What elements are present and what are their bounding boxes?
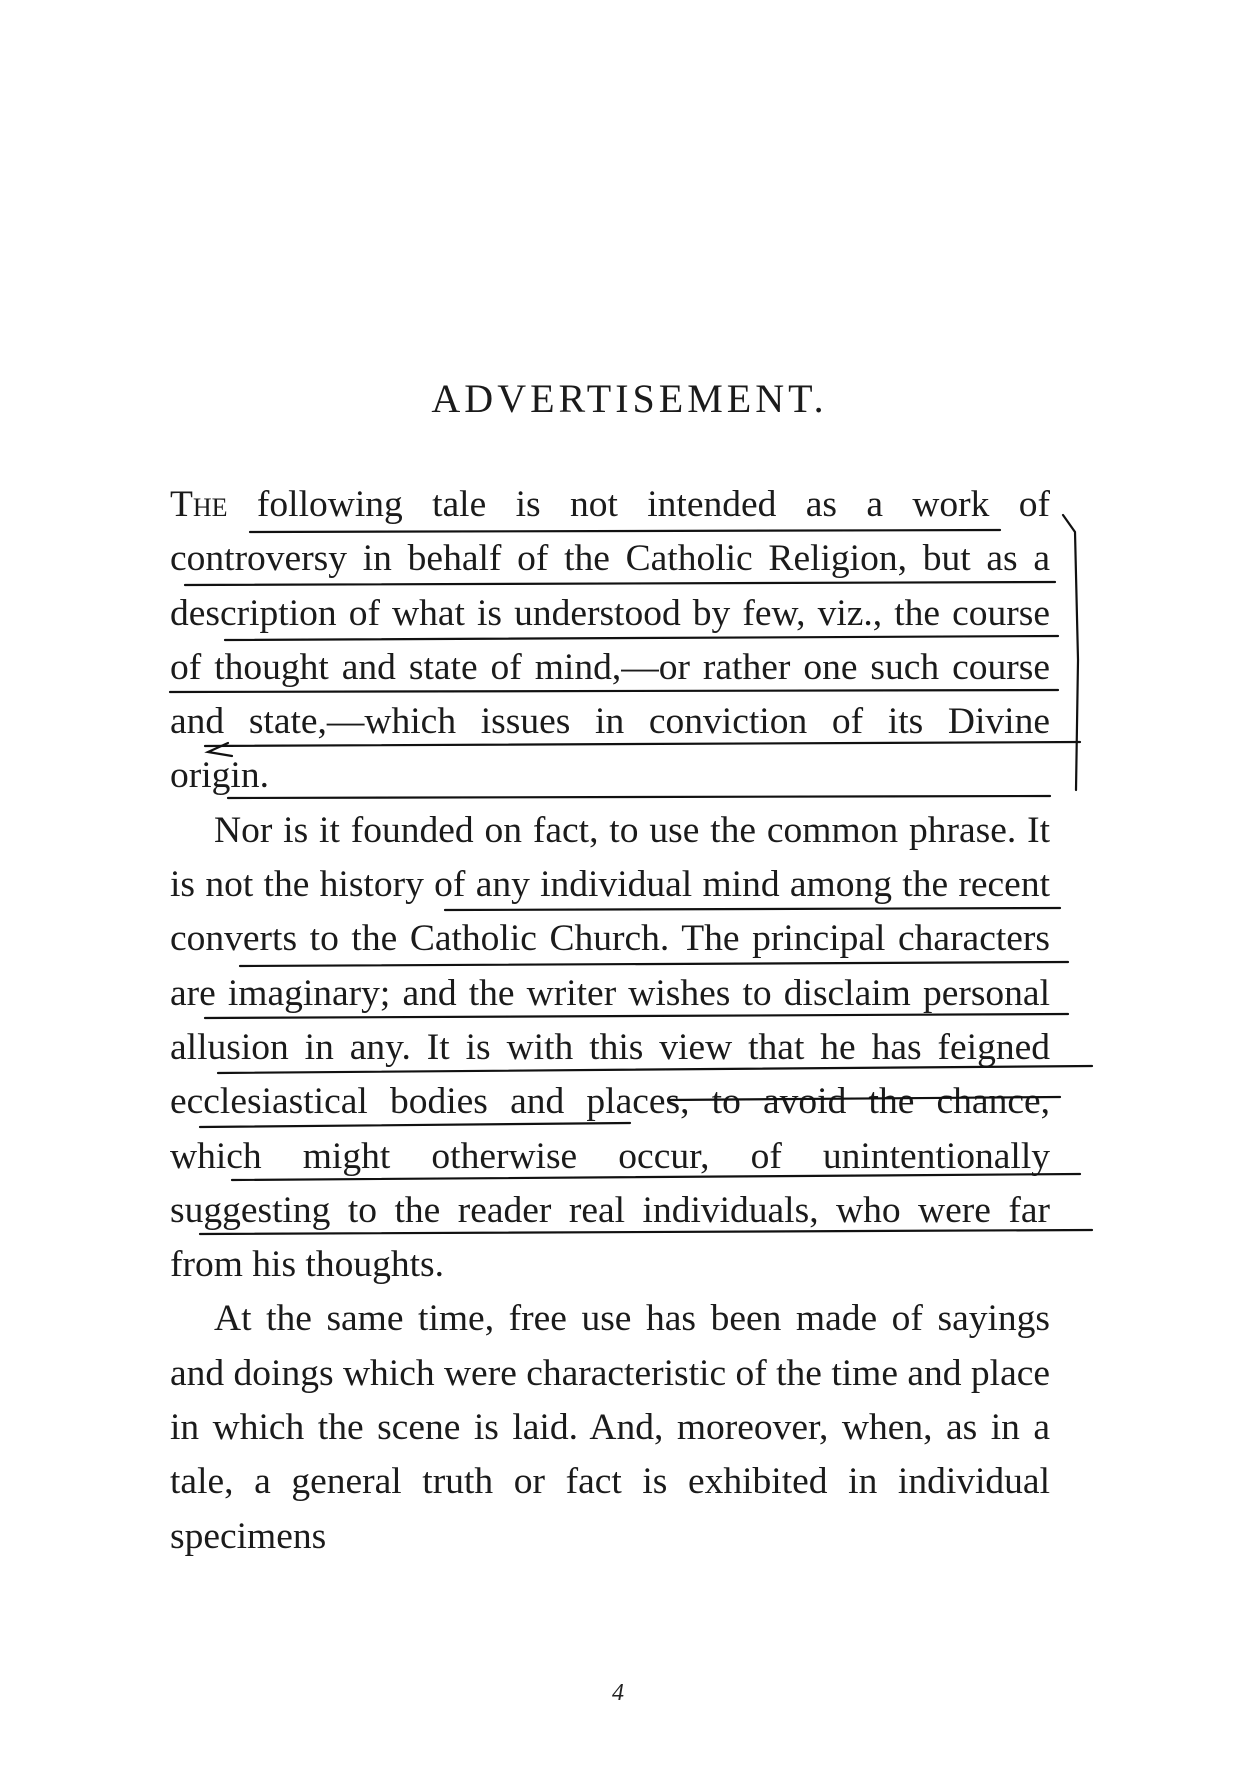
paragraph-1-text: following tale is not intended as a work of controversy in behalf of the Catholic Religion, but as a description of what is understood by few, viz., the course of thought and state of mind,—or rather one such course and state,—which issues in conviction of its Divine origin. (170, 484, 1050, 797)
page-number: 4 (612, 1680, 624, 1706)
body-text (170, 478, 1050, 1564)
paragraph-1 (170, 478, 1050, 804)
paragraph-2: Nor is it founded on fact, to use the common phrase. It is not the history of any individual mind among the recent converts to the Catholic Church. The principal characters are imaginary; and the writer wishes to disclaim personal allusion in any. It is with this view that he has feigned ecclesiastical bodies and places, to avoid the chance, which might otherwise occur, of unintentionally suggesting to the reader real individuals, who were far from his thoughts. (170, 809, 1050, 1286)
paragraph-3: At the same time, free use has been made of sayings and doings which were characteristic of the time and place in which the scene is laid. And, moreover, when, as in a tale, a general truth or fact is exhibited in individual specimens (170, 1298, 1050, 1557)
page-title: ADVERTISEMENT. (431, 376, 828, 421)
paragraph-1-lead: The (170, 484, 228, 525)
margin-bracket (1063, 515, 1078, 790)
